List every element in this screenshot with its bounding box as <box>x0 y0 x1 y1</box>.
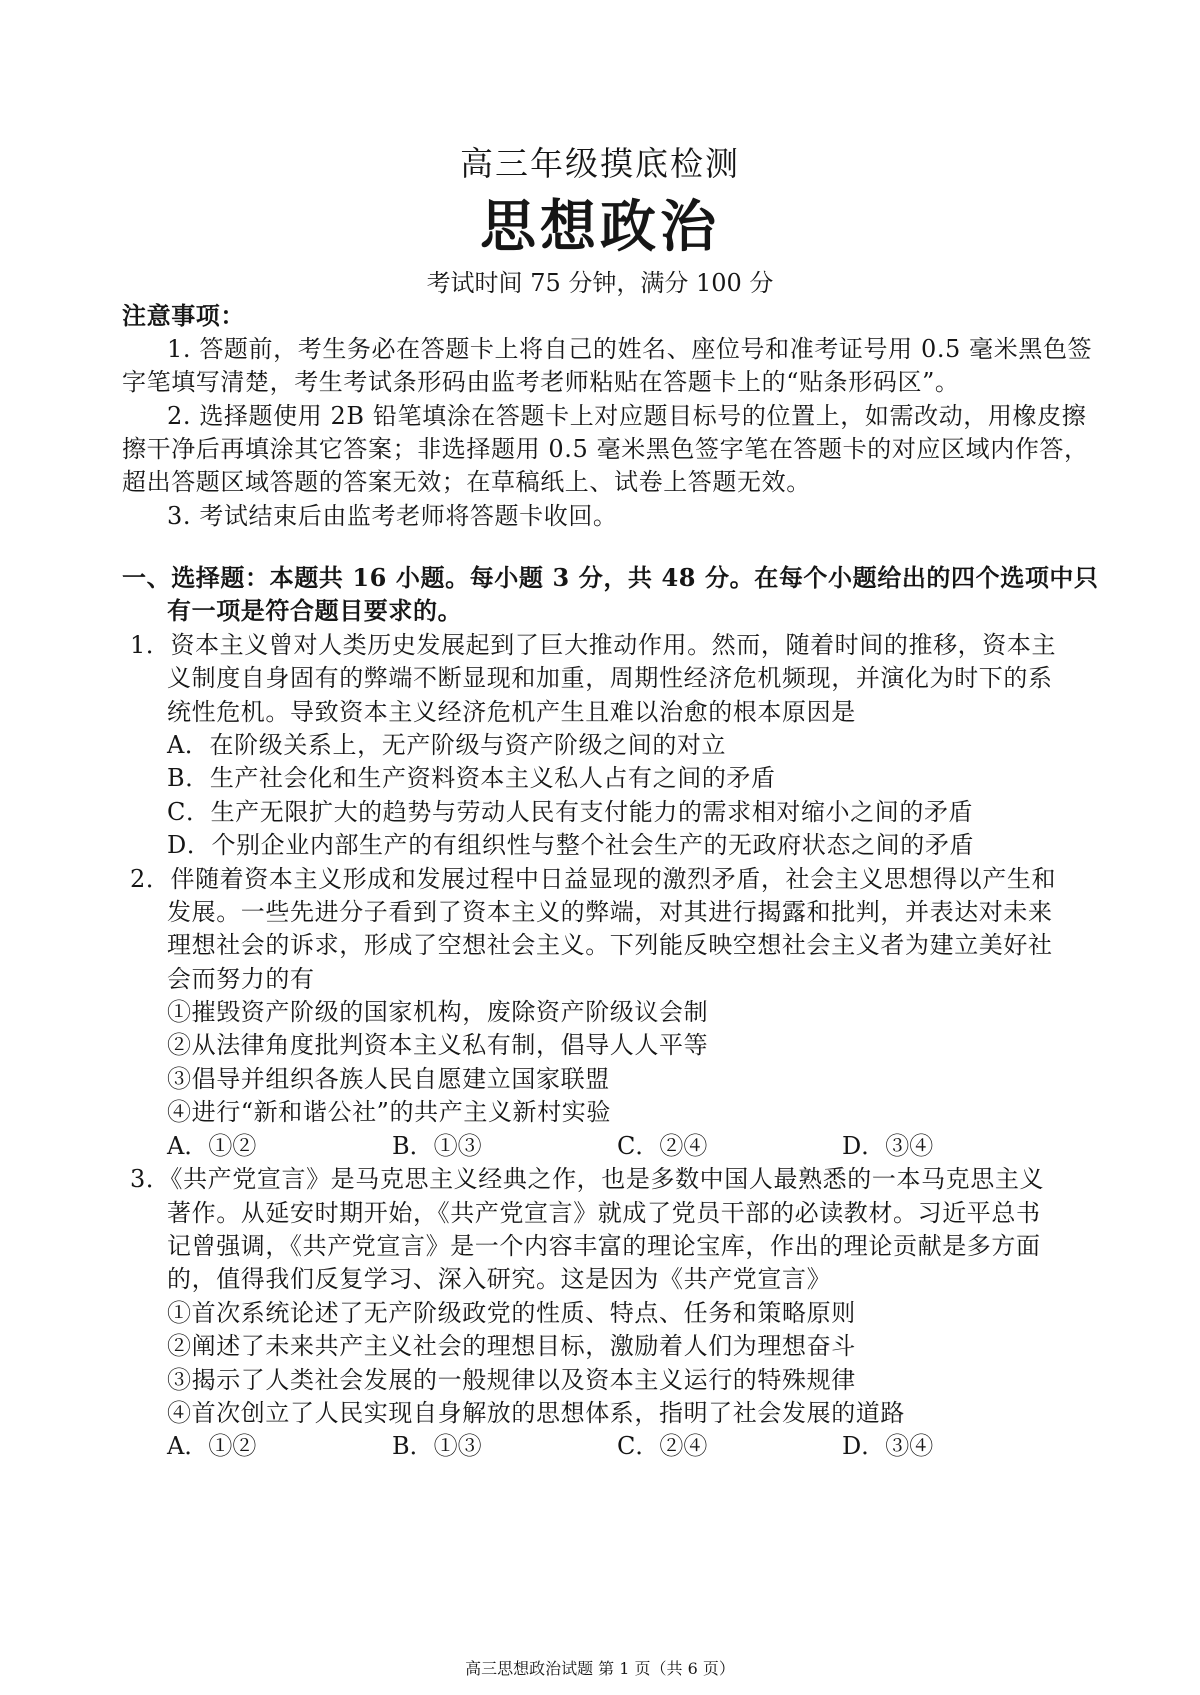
option-d: D．③④ <box>842 1132 934 1160</box>
question-1-stem: 统性危机。导致资本主义经济危机产生且难以治愈的根本原因是 <box>167 698 856 726</box>
question-2-stem: 理想社会的诉求，形成了空想社会主义。下列能反映空想社会主义者为建立美好社 <box>167 931 1053 959</box>
subject-title: 思想政治 <box>480 194 720 260</box>
question-3-stem: 记曾强调，《共产党宣言》是一个内容丰富的理论宝库，作出的理论贡献是多方面 <box>167 1232 1041 1260</box>
exam-title: 高三年级摸底检测 <box>460 144 740 183</box>
option-a: A．①② <box>167 1132 257 1160</box>
question-3-statement: ①首次系统论述了无产阶级政党的性质、特点、任务和策略原则 <box>167 1299 856 1327</box>
notice-title: 注意事项： <box>122 301 245 330</box>
question-3-options <box>0 1426 1200 1460</box>
question-2-statement: ①摧毁资产阶级的国家机构，废除资产阶级议会制 <box>167 998 709 1026</box>
section-heading: 有一项是符合题目要求的。 <box>167 596 463 625</box>
question-1-option: C．生产无限扩大的趋势与劳动人民有支付能力的需求相对缩小之间的矛盾 <box>167 798 974 826</box>
exam-info: 考试时间 75 分钟，满分 100 分 <box>426 269 774 297</box>
notice-line: 字笔填写清楚，考生考试条形码由监考老师粘贴在答题卡上的“贴条形码区”。 <box>122 368 960 396</box>
question-1-stem: 义制度自身固有的弊端不断显现和加重，周期性经济危机频现，并演化为时下的系 <box>167 664 1053 692</box>
option-d: D．③④ <box>842 1432 934 1460</box>
option-c: C．②④ <box>617 1432 708 1460</box>
question-2-statement: ②从法律角度批判资本主义私有制，倡导人人平等 <box>167 1031 709 1059</box>
section-heading: 一、选择题：本题共 16 小题。每小题 3 分，共 48 分。在每个小题给出的四个选项中只 <box>122 563 1099 592</box>
notice-line: 2. 选择题使用 2B 铅笔填涂在答题卡上对应题目标号的位置上，如需改动，用橡皮擦 <box>167 402 1087 430</box>
page-footer: 高三思想政治试题 第 1 页（共 6 页） <box>465 1659 735 1678</box>
question-1-option: D．个别企业内部生产的有组织性与整个社会生产的无政府状态之间的矛盾 <box>167 831 975 859</box>
question-3-stem: 3．《共产党宣言》是马克思主义经典之作，也是多数中国人最熟悉的一本马克思主义 <box>130 1165 1045 1193</box>
question-3-stem: 的，值得我们反复学习、深入研究。这是因为《共产党宣言》 <box>167 1265 832 1293</box>
question-2-stem: 会而努力的有 <box>167 965 315 993</box>
question-3-stem: 著作。从延安时期开始，《共产党宣言》就成了党员干部的必读教材。习近平总书 <box>167 1199 1041 1227</box>
question-2-stem: 发展。一些先进分子看到了资本主义的弊端，对其进行揭露和批判，并表达对未来 <box>167 898 1053 926</box>
notice-line: 1. 答题前，考生务必在答题卡上将自己的姓名、座位号和准考证号用 0.5 毫米黑色签 <box>167 335 1093 363</box>
question-2-statement: ④进行“新和谐公社”的共产主义新村实验 <box>167 1098 611 1126</box>
question-3-statement: ③揭示了人类社会发展的一般规律以及资本主义运行的特殊规律 <box>167 1366 856 1394</box>
option-b: B．①③ <box>392 1432 482 1460</box>
notice-line: 3. 考试结束后由监考老师将答题卡收回。 <box>167 502 618 530</box>
question-2-options <box>0 1126 1200 1160</box>
notice-line: 擦干净后再填涂其它答案；非选择题用 0.5 毫米黑色签字笔在答题卡的对应区域内作答， <box>122 435 1089 463</box>
option-a: A．①② <box>167 1432 257 1460</box>
question-3-statement: ④首次创立了人民实现自身解放的思想体系，指明了社会发展的道路 <box>167 1399 905 1427</box>
question-1-option: A．在阶级关系上，无产阶级与资产阶级之间的对立 <box>167 731 727 759</box>
option-c: C．②④ <box>617 1132 708 1160</box>
option-b: B．①③ <box>392 1132 482 1160</box>
question-3-statement: ②阐述了未来共产主义社会的理想目标，激励着人们为理想奋斗 <box>167 1332 856 1360</box>
question-2-stem: 2．伴随着资本主义形成和发展过程中日益显现的激烈矛盾，社会主义思想得以产生和 <box>130 865 1057 893</box>
question-1-stem: 1．资本主义曾对人类历史发展起到了巨大推动作用。然而，随着时间的推移，资本主 <box>130 631 1057 659</box>
question-1-option: B．生产社会化和生产资料资本主义私人占有之间的矛盾 <box>167 764 776 792</box>
notice-line: 超出答题区域答题的答案无效；在草稿纸上、试卷上答题无效。 <box>122 468 811 496</box>
question-2-statement: ③倡导并组织各族人民自愿建立国家联盟 <box>167 1065 610 1093</box>
